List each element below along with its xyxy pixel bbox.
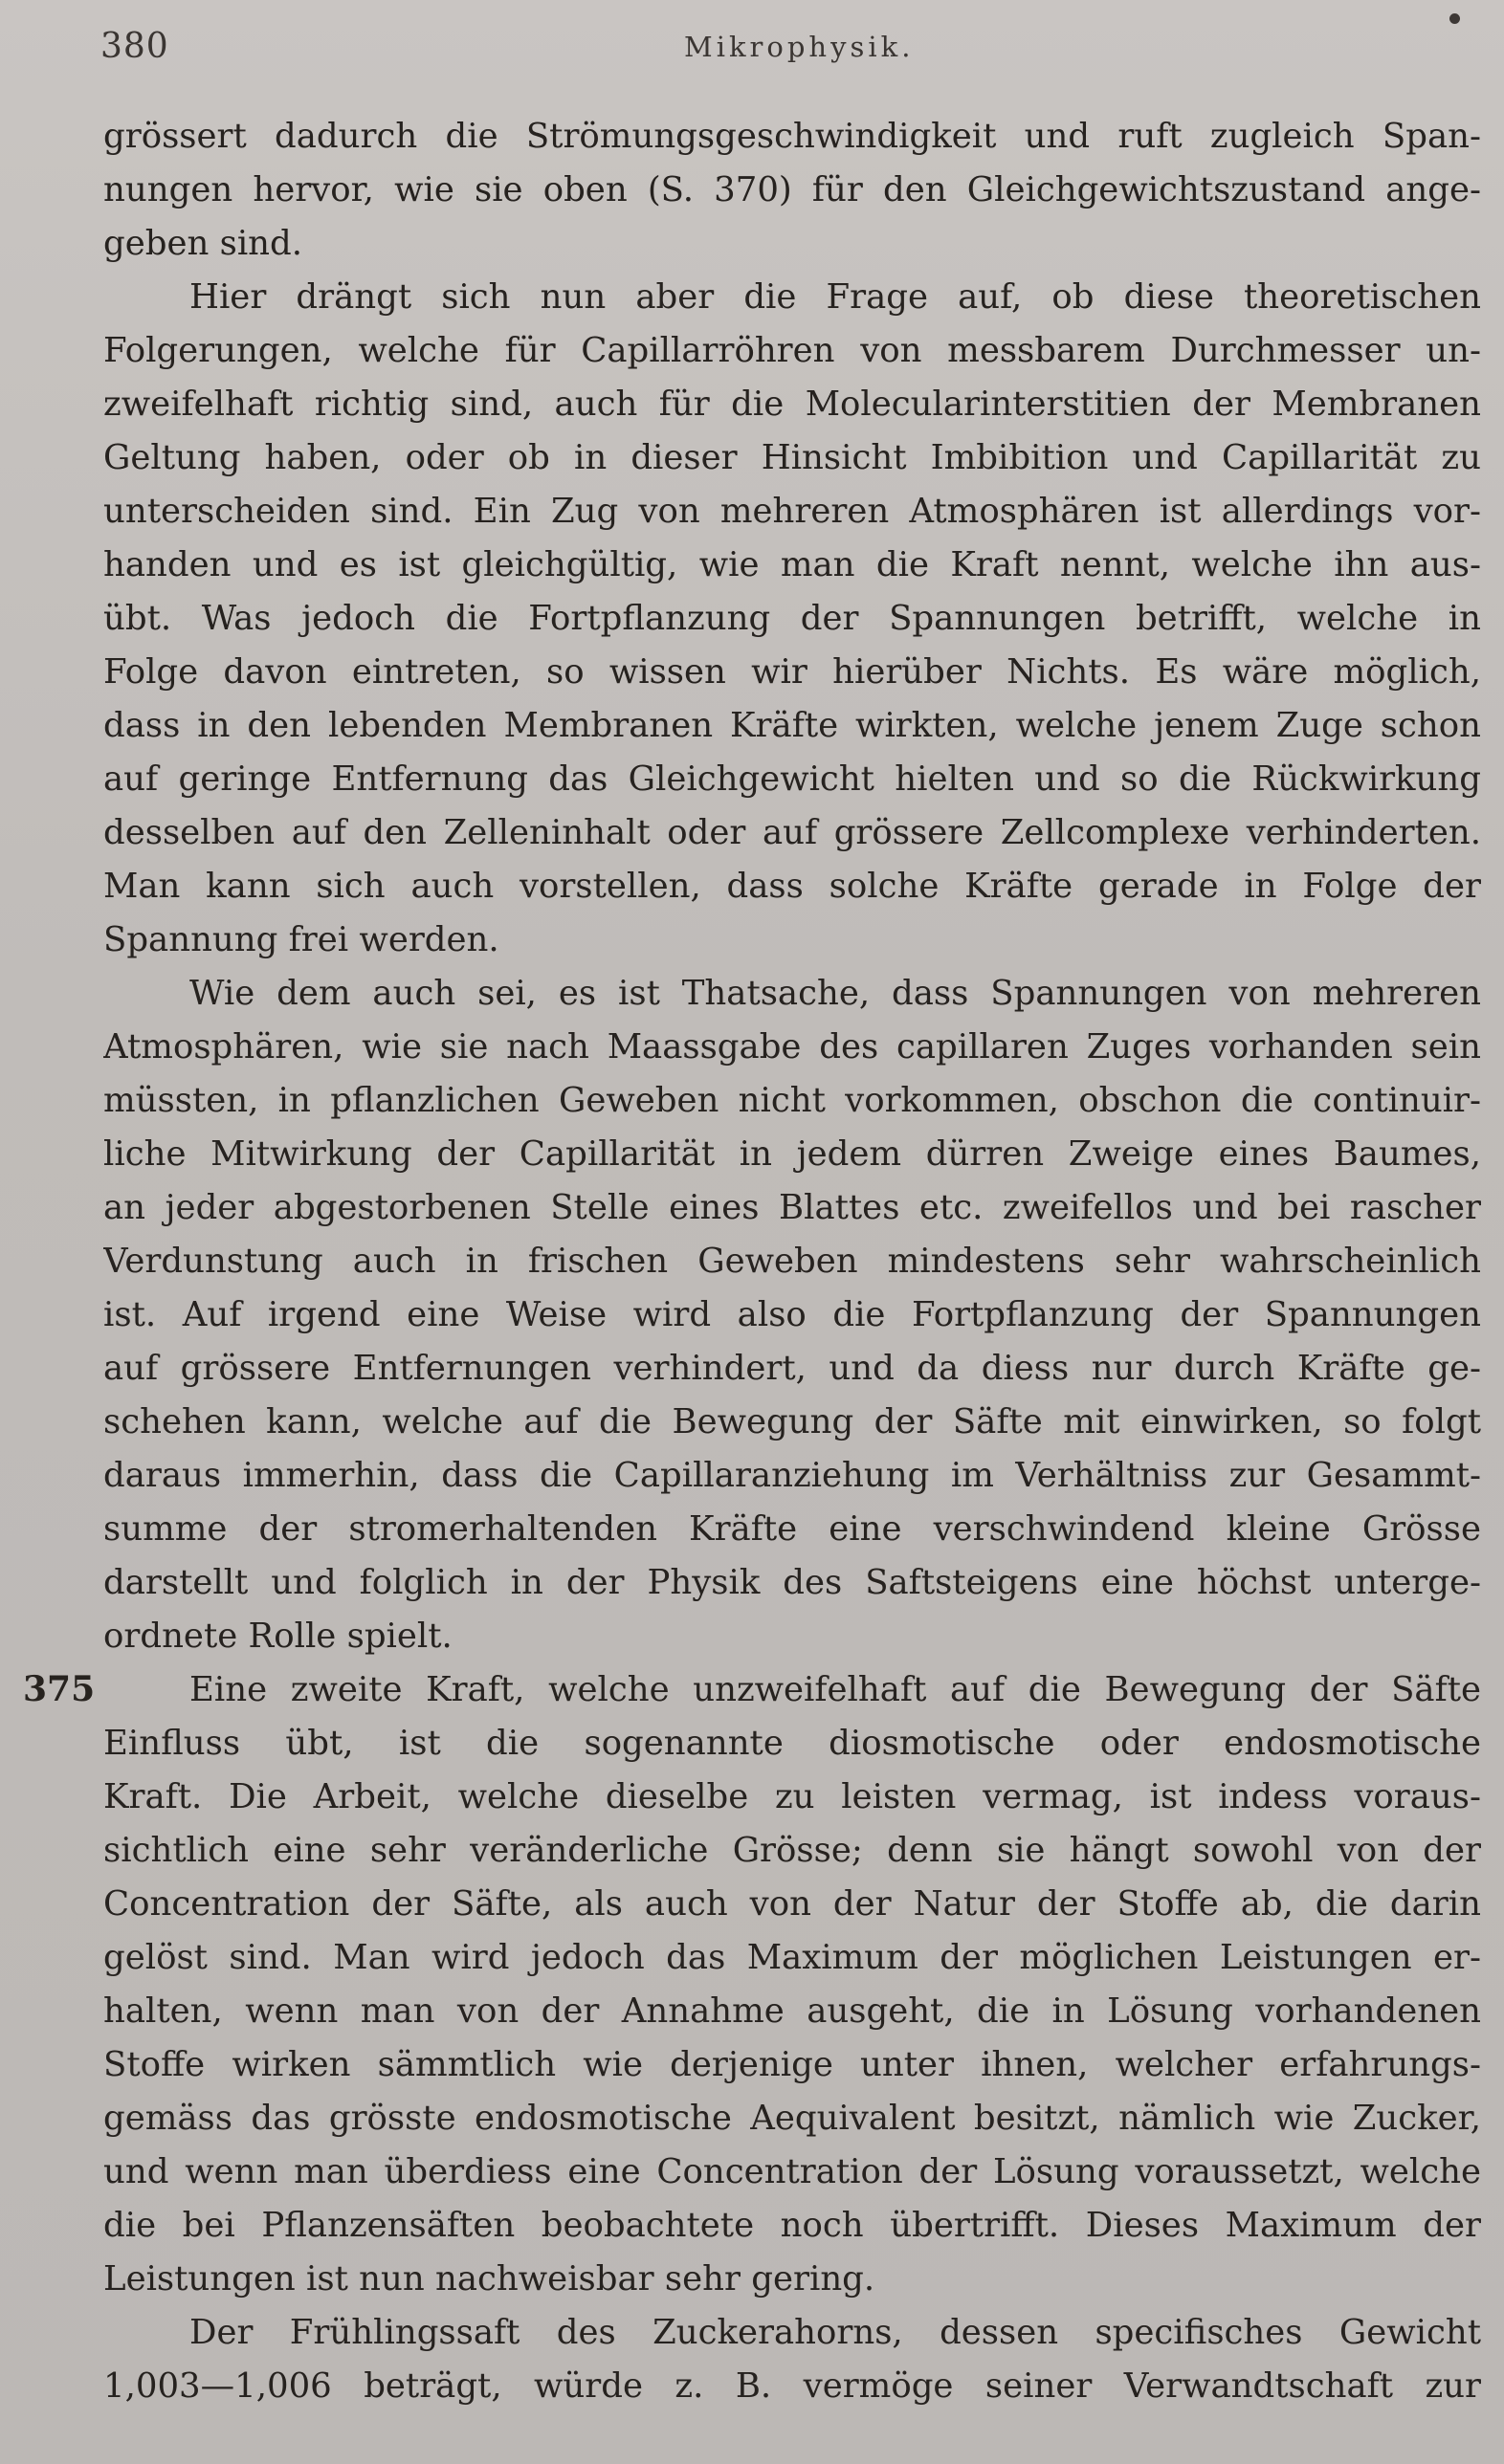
text-line: Concentration der Säfte, als auch von der Natur der Stoffe ab, die darin bbox=[103, 1884, 1481, 1924]
text-line: Leistungen ist nun nachweisbar sehr gering. bbox=[103, 2259, 875, 2299]
text-line: übt. Was jedoch die Fortpflanzung der Spannungen betrifft, welche in bbox=[103, 599, 1481, 638]
text-line: und wenn man überdiess eine Concentration der Lösung voraussetzt, welche bbox=[103, 2152, 1481, 2191]
text-line: ordnete Rolle spielt. bbox=[103, 1617, 453, 1656]
text-line: geben sind. bbox=[103, 224, 303, 263]
body-text bbox=[103, 110, 1481, 2413]
text-line: Eine zweite Kraft, welche unzweifelhaft auf die Bewegung der Säfte bbox=[189, 1670, 1481, 1709]
text-line: die bei Pflanzensäften beobachtete noch übertrifft. Dieses Maximum der bbox=[103, 2206, 1481, 2245]
page-number: 380 bbox=[100, 27, 169, 66]
text-line: Spannung frei werden. bbox=[103, 920, 499, 959]
text-line: Folge davon eintreten, so wissen wir hierüber Nichts. Es wäre möglich, bbox=[103, 652, 1481, 692]
text-line: ist. Auf irgend eine Weise wird also die Fortpflanzung der Spannungen bbox=[103, 1295, 1481, 1334]
text-line: unterscheiden sind. Ein Zug von mehreren Atmosphären ist allerdings vor- bbox=[103, 492, 1481, 531]
text-line: Geltung haben, oder ob in dieser Hinsicht Imbibition und Capillarität zu bbox=[103, 438, 1481, 477]
text-line: Man kann sich auch vorstellen, dass solche Kräfte gerade in Folge der bbox=[103, 867, 1481, 906]
section-marker: 375 bbox=[23, 1669, 96, 1709]
text-line: auf grössere Entfernungen verhindert, und da diess nur durch Kräfte ge- bbox=[103, 1349, 1481, 1388]
text-line: gelöst sind. Man wird jedoch das Maximum der möglichen Leistungen er- bbox=[103, 1938, 1481, 1977]
text-line: Hier drängt sich nun aber die Frage auf, ob diese theoretischen bbox=[189, 277, 1481, 317]
text-line: auf geringe Entfernung das Gleichgewicht hielten und so die Rückwirkung bbox=[103, 759, 1481, 799]
text-line: sichtlich eine sehr veränderliche Grösse; denn sie hängt sowohl von der bbox=[103, 1831, 1481, 1870]
text-line: Kraft. Die Arbeit, welche dieselbe zu leisten vermag, ist indess voraus- bbox=[103, 1777, 1481, 1816]
text-line: zweifelhaft richtig sind, auch für die Molecularinterstitien der Membranen bbox=[103, 385, 1481, 424]
text-line: grössert dadurch die Strömungsgeschwindigkeit und ruft zugleich Span- bbox=[103, 117, 1481, 156]
text-line: nungen hervor, wie sie oben (S. 370) für den Gleichgewichtszustand ange- bbox=[103, 170, 1481, 209]
ink-speck bbox=[1449, 13, 1460, 24]
text-line: gemäss das grösste endosmotische Aequivalent besitzt, nämlich wie Zucker, bbox=[103, 2099, 1481, 2138]
text-line: an jeder abgestorbenen Stelle eines Blattes etc. zweifellos und bei rascher bbox=[103, 1188, 1481, 1227]
text-line: handen und es ist gleichgültig, wie man die Kraft nennt, welche ihn aus- bbox=[103, 545, 1481, 584]
text-line: halten, wenn man von der Annahme ausgeht, die in Lösung vorhandenen bbox=[103, 1991, 1481, 2031]
text-line: schehen kann, welche auf die Bewegung der Säfte mit einwirken, so folgt bbox=[103, 1402, 1481, 1441]
running-title: Mikrophysik. bbox=[684, 31, 915, 63]
text-line: Einfluss übt, ist die sogenannte diosmotische oder endosmotische bbox=[103, 1724, 1481, 1763]
text-line: desselben auf den Zelleninhalt oder auf grössere Zellcomplexe verhinderten. bbox=[103, 813, 1481, 852]
text-line: daraus immerhin, dass die Capillaranziehung im Verhältniss zur Gesammt- bbox=[103, 1456, 1481, 1495]
text-line: Stoffe wirken sämmtlich wie derjenige unter ihnen, welcher erfahrungs- bbox=[103, 2045, 1481, 2084]
text-line: müssten, in pflanzlichen Geweben nicht vorkommen, obschon die continuir- bbox=[103, 1081, 1481, 1120]
text-line: darstellt und folglich in der Physik des Saftsteigens eine höchst unterge- bbox=[103, 1563, 1481, 1602]
text-line: Verdunstung auch in frischen Geweben mindestens sehr wahrscheinlich bbox=[103, 1242, 1481, 1281]
text-line: liche Mitwirkung der Capillarität in jedem dürren Zweige eines Baumes, bbox=[103, 1134, 1481, 1174]
text-line: dass in den lebenden Membranen Kräfte wirkten, welche jenem Zuge schon bbox=[103, 706, 1481, 745]
page-header bbox=[100, 27, 1483, 69]
text-line: 1,003—1,006 beträgt, würde z. B. vermöge seiner Verwandtschaft zur bbox=[103, 2366, 1481, 2406]
text-line: Der Frühlingssaft des Zuckerahorns, dessen specifisches Gewicht bbox=[189, 2313, 1481, 2352]
text-line: Atmosphären, wie sie nach Maassgabe des capillaren Zuges vorhanden sein bbox=[103, 1027, 1481, 1067]
text-line: summe der stromerhaltenden Kräfte eine verschwindend kleine Grösse bbox=[103, 1509, 1481, 1549]
text-line: Wie dem auch sei, es ist Thatsache, dass Spannungen von mehreren bbox=[189, 974, 1481, 1013]
text-line: Folgerungen, welche für Capillarröhren von messbarem Durchmesser un- bbox=[103, 331, 1481, 370]
